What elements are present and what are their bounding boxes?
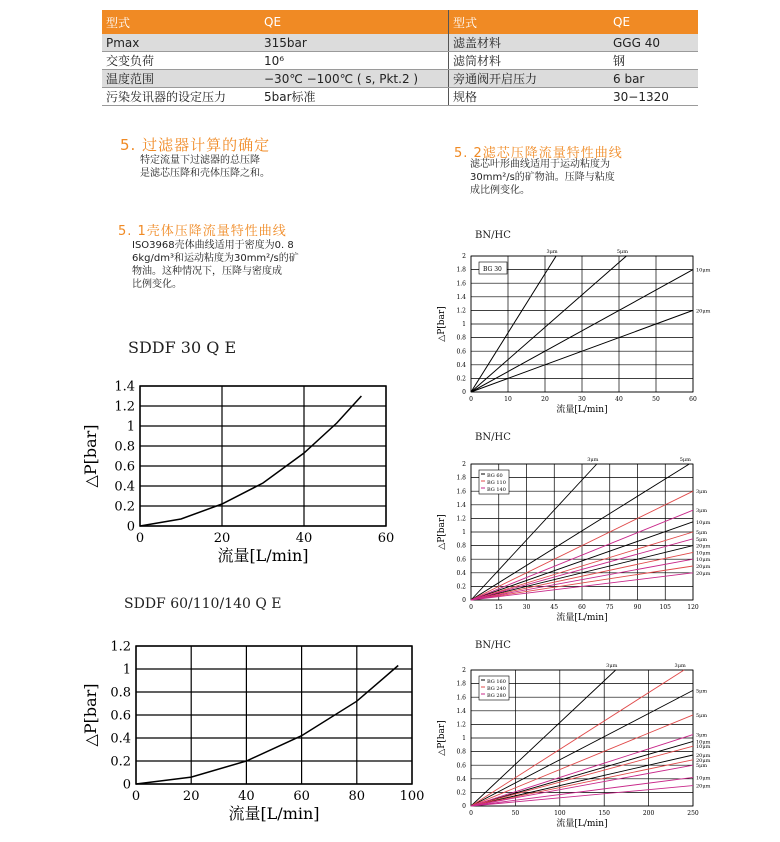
y-tick-label: 1.8 <box>456 474 466 482</box>
x-tick-label: 100 <box>554 810 566 817</box>
x-tick-label: 20 <box>213 531 231 546</box>
x-axis-label: 流量[L/min] <box>556 405 608 415</box>
series-line <box>471 760 693 806</box>
series-end-label: 3μm <box>587 457 599 463</box>
spec-cell: 滤筒材料 <box>449 52 610 70</box>
legend-entry: BG 60 <box>487 473 503 479</box>
x-tick-label: 200 <box>642 810 655 817</box>
series-end-label: 5μm <box>696 763 708 770</box>
series-end-label: 20μm <box>696 753 711 759</box>
section51-title: 5. 1壳体压降流量特性曲线 <box>118 224 287 239</box>
series-end-label: 10μm <box>696 557 711 564</box>
x-tick-label: 30 <box>578 396 586 403</box>
para-line: 成比例变化。 <box>470 185 530 196</box>
series-line <box>471 755 693 806</box>
chart-title: BN/HC <box>475 230 511 241</box>
para-line: 滤芯叶形曲线适用于运动粘度为 <box>470 159 610 170</box>
spec-cell: 污染发讯器的设定压力 <box>102 88 260 106</box>
y-tick-label: 1.6 <box>456 694 466 702</box>
chart-title: BN/HC <box>475 432 511 443</box>
series-end-label: 10μm <box>696 267 711 274</box>
section51-text <box>132 239 299 291</box>
x-axis-label: 流量[L/min] <box>556 613 608 623</box>
x-tick-label: 100 <box>399 789 425 804</box>
y-tick-label: 0.8 <box>110 685 131 701</box>
chart-title: SDDF 30 Q E <box>128 338 237 357</box>
chart-bg160-280 <box>430 660 720 840</box>
y-tick-label: 0.6 <box>456 348 466 356</box>
legend-entry: BG 30 <box>483 266 502 273</box>
spec-cell: GGG 40 <box>609 34 698 52</box>
y-tick-label: 1 <box>462 529 466 537</box>
series-end-label: 20μm <box>696 564 711 570</box>
y-tick-label: 0.2 <box>114 499 135 515</box>
y-tick-label: 0 <box>126 519 135 535</box>
para-line: 比例变化。 <box>132 279 182 290</box>
series-end-label: 3μm <box>546 249 558 255</box>
x-tick-label: 250 <box>687 810 699 817</box>
y-tick-label: 1.6 <box>456 280 466 288</box>
series-end-label: 20μm <box>696 570 711 577</box>
y-tick-label: 1.4 <box>456 707 466 715</box>
x-tick-label: 40 <box>238 789 255 804</box>
x-tick-label: 60 <box>293 789 310 804</box>
spec-cell: 滤盖材料 <box>449 34 610 52</box>
spec-row <box>102 70 698 88</box>
series-end-label: 5μm <box>696 688 708 695</box>
x-tick-label: 45 <box>550 604 559 611</box>
y-tick-label: 0.4 <box>114 479 135 495</box>
y-tick-label: 0 <box>462 597 466 605</box>
y-axis-label: △P[bar] <box>81 424 100 488</box>
x-tick-label: 40 <box>615 396 623 403</box>
y-tick-label: 0 <box>462 389 466 397</box>
x-tick-label: 60 <box>689 396 697 403</box>
y-tick-label: 0.8 <box>114 439 135 455</box>
x-tick-label: 30 <box>522 604 531 611</box>
series-end-label: 3μm <box>696 508 708 515</box>
section5-text <box>140 154 270 180</box>
y-tick-label: 1.4 <box>456 501 466 509</box>
y-tick-label: 0.2 <box>110 754 131 770</box>
chart-title: SDDF 60/110/140 Q E <box>124 596 282 612</box>
y-tick-label: 1.2 <box>114 399 135 415</box>
y-tick-label: 0.8 <box>456 748 466 756</box>
x-tick-label: 20 <box>182 789 200 804</box>
x-tick-label: 80 <box>348 789 366 804</box>
y-tick-label: 0.6 <box>110 708 131 724</box>
para-line: ISO3968壳体曲线适用于密度为0. 8 <box>132 240 294 251</box>
series-end-label: 3μm <box>696 732 708 739</box>
spec-header-cell: 型式 <box>102 10 260 34</box>
x-axis-label: 流量[L/min] <box>217 546 309 565</box>
y-tick-label: 1.8 <box>456 680 466 688</box>
y-tick-label: 2 <box>462 253 466 261</box>
spec-cell: Pmax <box>102 34 260 52</box>
y-axis-label: △P[bar] <box>437 720 447 756</box>
spec-cell: 5bar标准 <box>260 88 449 106</box>
x-tick-label: 0 <box>131 789 141 804</box>
y-tick-label: 1.2 <box>456 515 466 523</box>
series-line <box>471 741 693 806</box>
spec-row <box>102 88 698 106</box>
spec-table <box>102 10 698 106</box>
spec-row <box>102 34 698 52</box>
y-tick-label: 1.8 <box>456 266 466 274</box>
spec-cell: 交变负荷 <box>102 52 260 70</box>
x-tick-label: 0 <box>135 531 145 546</box>
spec-cell: 10⁶ <box>260 52 449 70</box>
section52-title: 5. 2滤芯压降流量特性曲线 <box>454 146 623 161</box>
y-tick-label: 1 <box>122 662 131 678</box>
series-end-label: 10μm <box>696 739 711 746</box>
para-line: 6kg/dm³和运动粘度为30mm²/s的矿 <box>132 253 299 264</box>
series-end-label: 5μm <box>696 536 708 543</box>
x-tick-label: 0 <box>469 396 473 403</box>
x-tick-label: 60 <box>578 604 586 611</box>
y-tick-label: 0.4 <box>110 731 131 747</box>
chart-bg60-140 <box>430 452 720 632</box>
spec-header-cell: QE <box>260 10 449 34</box>
y-tick-label: 1.2 <box>110 639 131 655</box>
chart-bg30 <box>430 240 720 430</box>
x-tick-label: 20 <box>541 396 549 403</box>
x-tick-label: 0 <box>469 810 473 817</box>
x-tick-label: 75 <box>605 604 614 611</box>
x-tick-label: 120 <box>687 604 699 611</box>
y-tick-label: 0.6 <box>456 762 466 770</box>
series-end-label: 3μm <box>674 663 686 669</box>
series-end-label: 5μm <box>679 457 691 463</box>
x-tick-label: 50 <box>511 810 520 817</box>
legend-entry: BG 140 <box>487 487 506 493</box>
y-tick-label: 1.2 <box>456 307 466 315</box>
y-axis-label: △P[bar] <box>81 683 100 747</box>
chart-title: BN/HC <box>475 640 511 651</box>
spec-cell: 315bar <box>260 34 449 52</box>
legend-entry: BG 240 <box>487 686 506 692</box>
series-end-label: 20μm <box>696 543 711 550</box>
plot-frame <box>140 386 386 526</box>
y-tick-label: 0.2 <box>456 583 466 591</box>
spec-cell: 钢 <box>609 52 698 70</box>
y-tick-label: 1 <box>462 321 466 329</box>
y-tick-label: 0.4 <box>456 361 466 369</box>
series-end-label: 5μm <box>696 712 708 719</box>
para-line: 是滤芯压降和壳体压降之和。 <box>140 168 270 179</box>
series-line <box>471 735 693 806</box>
series-line <box>471 777 693 806</box>
spec-header-cell: 型式 <box>449 10 610 34</box>
chart-sddf60 <box>81 638 425 838</box>
series-end-label: 3μm <box>606 663 618 669</box>
para-line: 物油。这种情况下，压降与密度成 <box>132 266 282 277</box>
series-line <box>471 746 693 806</box>
legend-entry: BG 280 <box>487 693 506 699</box>
para-line: 30mm²/s的矿物油。压降与粘度 <box>470 172 615 183</box>
series-line <box>471 765 693 806</box>
series-end-label: 20μm <box>696 783 711 790</box>
x-axis-label: 流量[L/min] <box>228 804 320 823</box>
series-end-label: 10μm <box>696 519 711 526</box>
series-end-label: 20μm <box>696 308 711 315</box>
legend-entry: BG 160 <box>487 679 506 685</box>
y-tick-label: 0.6 <box>114 459 135 475</box>
x-tick-label: 0 <box>469 604 473 611</box>
y-tick-label: 0.4 <box>456 775 466 783</box>
y-tick-label: 2 <box>462 461 466 469</box>
spec-cell: 旁通阀开启压力 <box>449 70 610 88</box>
y-tick-label: 0.2 <box>456 789 466 797</box>
y-tick-label: 0.2 <box>456 375 466 383</box>
y-tick-label: 0.8 <box>456 542 466 550</box>
y-axis-label: △P[bar] <box>437 514 447 550</box>
x-tick-label: 90 <box>633 604 642 611</box>
x-tick-label: 50 <box>652 396 660 403</box>
y-tick-label: 1.6 <box>456 488 466 496</box>
legend-entry: BG 110 <box>487 480 506 486</box>
y-axis-label: △P[bar] <box>437 306 447 342</box>
spec-header-row <box>102 10 698 34</box>
y-tick-label: 2 <box>462 667 466 675</box>
series-end-label: 5μm <box>616 249 628 255</box>
spec-cell: 规格 <box>449 88 610 106</box>
y-tick-label: 0 <box>122 777 131 793</box>
y-tick-label: 1.4 <box>114 379 135 395</box>
spec-cell: 30−1320 <box>609 88 698 106</box>
spec-row <box>102 52 698 70</box>
y-tick-label: 1.2 <box>456 721 466 729</box>
series-line <box>136 666 398 785</box>
x-tick-label: 60 <box>377 531 395 546</box>
series-end-label: 3μm <box>696 489 708 496</box>
section52-text <box>470 158 615 197</box>
x-tick-label: 105 <box>659 604 671 611</box>
series-end-label: 10μm <box>696 550 711 557</box>
x-tick-label: 10 <box>504 396 512 403</box>
x-axis-label: 流量[L/min] <box>556 819 608 829</box>
x-tick-label: 40 <box>295 531 313 546</box>
series-end-label: 10μm <box>696 775 711 782</box>
spec-cell: 温度范围 <box>102 70 260 88</box>
series-end-label: 10μm <box>696 744 711 751</box>
chart-sddf30 <box>80 376 395 586</box>
y-tick-label: 0 <box>462 803 466 811</box>
section5-title: 5. 过滤器计算的确定 <box>120 136 271 154</box>
spec-cell: 6 bar <box>609 70 698 88</box>
series-end-label: 20μm <box>696 757 711 764</box>
spec-cell: −30℃ −100℃ ( s, Pkt.2 ) <box>260 70 449 88</box>
x-tick-label: 15 <box>494 604 503 611</box>
spec-header-cell: QE <box>609 10 698 34</box>
y-tick-label: 1.4 <box>456 293 466 301</box>
y-tick-label: 0.8 <box>456 334 466 342</box>
y-tick-label: 0.6 <box>456 556 466 564</box>
para-line: 特定流量下过滤器的总压降 <box>140 155 260 166</box>
x-tick-label: 150 <box>598 810 610 817</box>
y-tick-label: 1 <box>126 419 135 435</box>
series-end-label: 5μm <box>696 530 708 536</box>
y-tick-label: 0.4 <box>456 569 466 577</box>
y-tick-label: 1 <box>462 735 466 743</box>
